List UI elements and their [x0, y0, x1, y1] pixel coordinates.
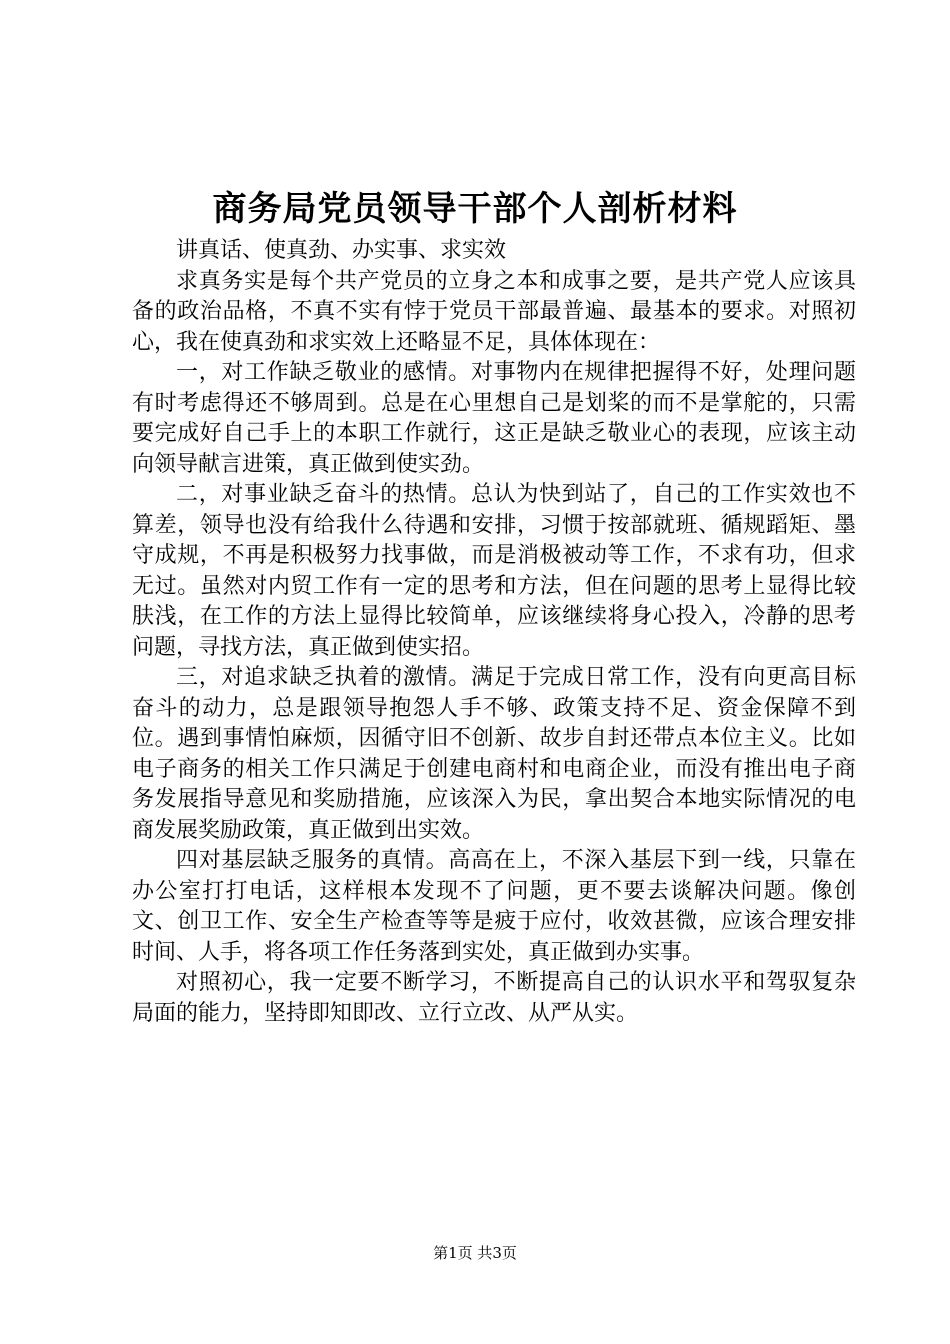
document-body	[132, 236, 856, 1029]
paragraph-conclusion: 对照初心，我一定要不断学习，不断提高自己的认识水平和驾驭复杂局面的能力，坚持即知即改、立行立改、从严从实。	[132, 970, 856, 1026]
paragraph-intro: 求真务实是每个共产党员的立身之本和成事之要，是共产党人应该具备的政治品格，不真不实有悖于党员干部最普遍、最基本的要求。对照初心，我在使真劲和求实效上还略显不足，具体体现在：	[132, 268, 856, 355]
paragraph-point-2: 二，对事业缺乏奋斗的热情。总认为快到站了，自己的工作实效也不算差，领导也没有给我什么待遇和安排，习惯于按部就班、循规蹈矩、墨守成规，不再是积极努力找事做，而是消极被动等工作，不求有功，但求无过。虽然对内贸工作有一定的思考和方法，但在问题的思考上显得比较肤浅，在工作的方法上显得比较简单，应该继续将身心投入，冷静的思考问题，寻找方法，真正做到使实招。	[132, 482, 856, 660]
page-number-footer: 第1页 共3页	[433, 1244, 517, 1262]
document-title: 商务局党员领导干部个人剖析材料	[212, 189, 738, 229]
paragraph-point-4: 四对基层缺乏服务的真情。高高在上，不深入基层下到一线，只靠在办公室打打电话，这样根本发现不了问题，更不要去谈解决问题。像创文、创卫工作、安全生产检查等等是疲于应付，收效甚微，应该合理安排时间、人手，将各项工作任务落到实处，真正做到办实事。	[132, 848, 856, 965]
paragraph-point-1: 一，对工作缺乏敬业的感情。对事物内在规律把握得不好，处理问题有时考虑得还不够周到。总是在心里想自己是划桨的而不是掌舵的，只需要完成好自己手上的本职工作就行，这正是缺乏敬业心的表现，应该主动向领导献言进策，真正做到使实劲。	[132, 360, 856, 477]
paragraph-slogan: 讲真话、使真劲、办实事、求实效	[176, 238, 507, 263]
paragraph-point-3: 三，对追求缺乏执着的激情。满足于完成日常工作，没有向更高目标奋斗的动力，总是跟领导抱怨人手不够、政策支持不足、资金保障不到位。遇到事情怕麻烦，因循守旧不创新、故步自封还带点本位主义。比如电子商务的相关工作只满足于创建电商村和电商企业，而没有推出电子商务发展指导意见和奖励措施，应该深入为民，拿出契合本地实际情况的电商发展奖励政策，真正做到出实效。	[132, 665, 856, 843]
